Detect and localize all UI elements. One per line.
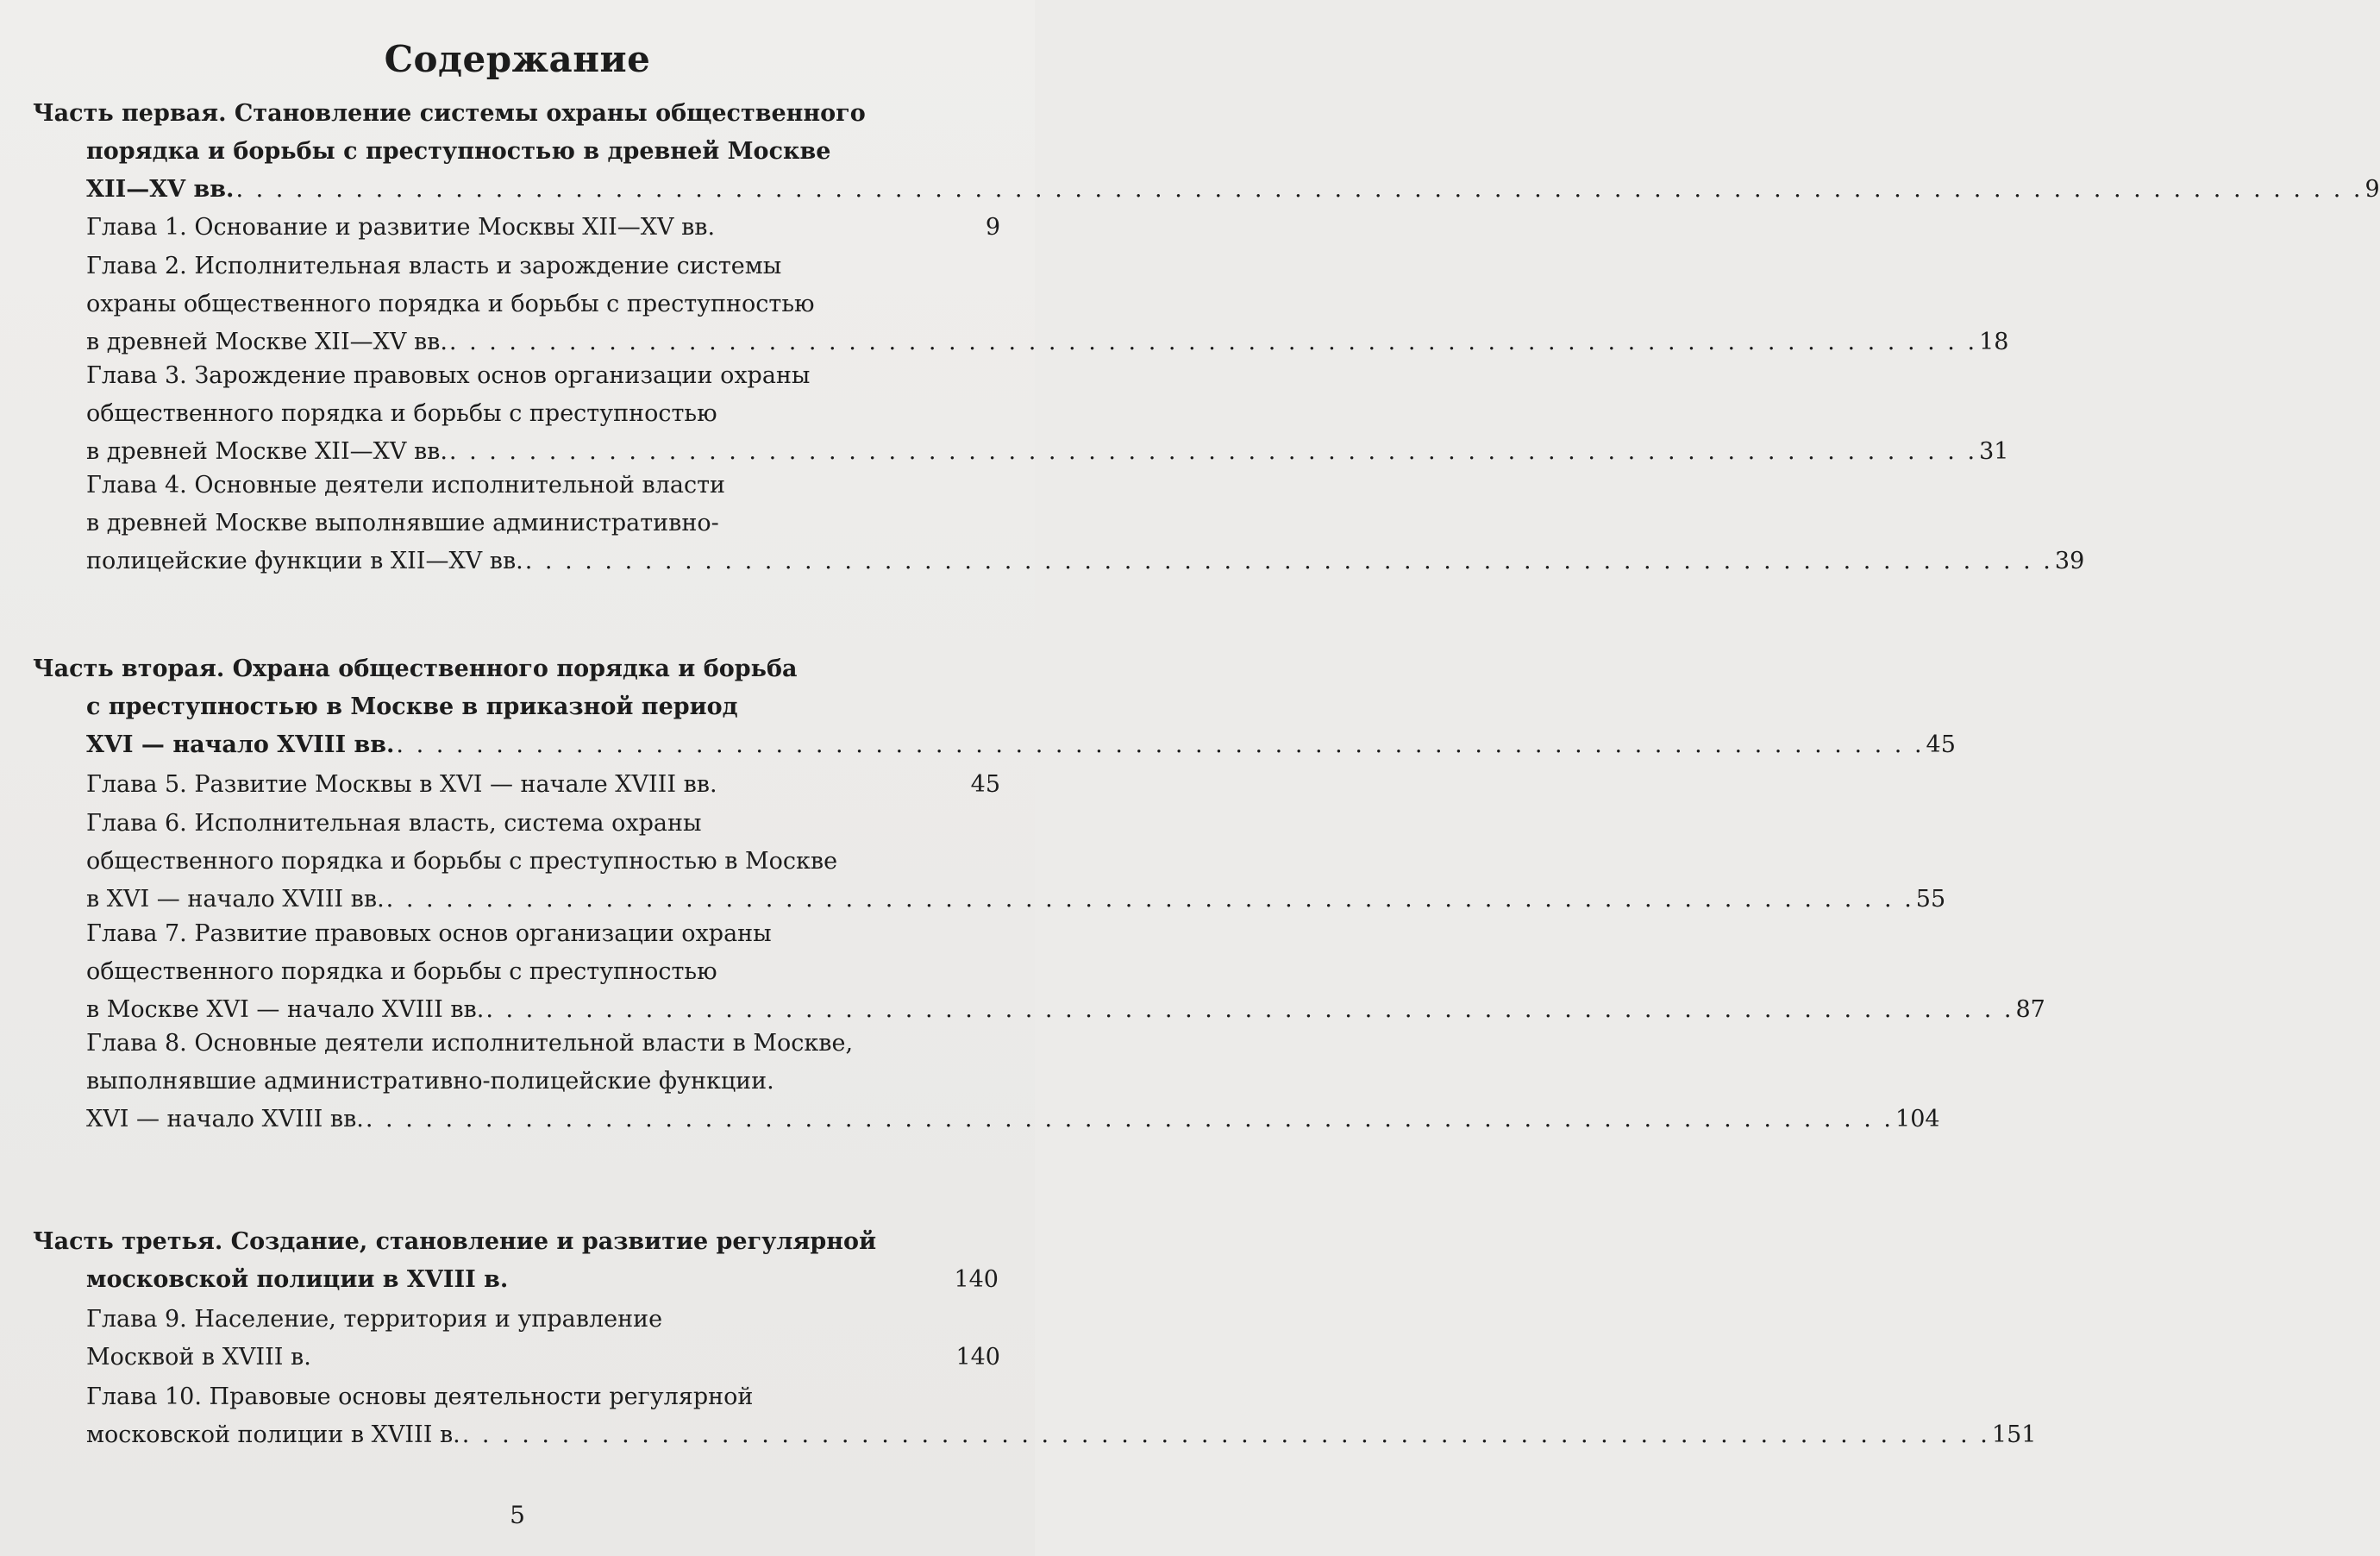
chapter-title-line: общественного порядка и борьбы с преступностью — [86, 958, 717, 985]
chapter-title-line: Глава 10. Правовые основы деятельности регулярной — [86, 1383, 754, 1410]
page-ref: 18 — [1979, 329, 2009, 355]
part-heading-line: XII—XV вв. — [86, 176, 235, 203]
chapter-2[interactable] — [86, 248, 2009, 361]
chapter-title-line: общественного порядка и борьбы с преступностью — [86, 400, 717, 427]
page-title: Содержание — [384, 38, 651, 80]
page-ref: 45 — [1926, 731, 1956, 758]
chapter-8[interactable] — [86, 1025, 1940, 1139]
chapter-last-line — [86, 433, 2008, 471]
chapter-last-line — [86, 209, 1000, 247]
chapter-title-line: полицейские функции в XII—XV вв. — [86, 548, 523, 574]
dot-leader: . . . . . . . . . . . . . . . . . . . . . . . . . . . . . . . . . . . . . . . . . . . . . . . . . . . . . . . . . . . . . . . . . . . . . . . . . . . . . — [385, 886, 1914, 913]
chapter-title-line: Глава 7. Развитие правовых основ организации охраны — [86, 920, 772, 947]
chapter-title-line: Глава 3. Зарождение правовых основ организации охраны — [86, 362, 811, 389]
chapter-title-line: Глава 6. Исполнительная власть, система охраны — [86, 810, 702, 837]
page-ref: 55 — [1915, 886, 1946, 913]
part-heading-line: XVI — начало XVIII вв. — [86, 731, 395, 758]
dot-leader: . . . . . . . . . . . . . . . . . . . . . . . . . . . . . . . . . . . . . . . . . . . . . . . . . . . . . . . . . . . . . . . . . . . . . . . . . . . . . — [365, 1106, 1895, 1132]
part-heading-last-line — [33, 726, 1956, 764]
chapter-last-line — [86, 991, 2045, 1029]
part-heading-line: Часть первая. Становление системы охраны общественного — [33, 100, 866, 127]
chapter-10[interactable] — [86, 1378, 2037, 1454]
chapter-title-line: в древней Москве XII—XV вв. — [86, 329, 448, 355]
part-2-heading — [33, 650, 1956, 764]
chapter-1[interactable] — [86, 209, 1000, 247]
page-number: 5 — [510, 1501, 525, 1529]
chapter-title-line: Глава 8. Основные деятели исполнительной власти в Москве, — [86, 1030, 854, 1057]
chapter-title-line: общественного порядка и борьбы с преступностью в Москве — [86, 848, 838, 875]
chapter-title-line: московской полиции в XVIII в. — [86, 1421, 460, 1448]
chapter-title-line: Москвой в XVIII в. — [86, 1344, 311, 1371]
chapter-title-line: Глава 5. Развитие Москвы в XVI — начале XVIII вв. — [86, 771, 717, 798]
dot-leader: . . . . . . . . . . . . . . . . . . . . . . . . . . . . . . . . . . . . . . . . . . . . . . . . . . . . . . . . . . . . . . . . . . . . . . . . . . . . . — [448, 438, 1978, 465]
chapter-title-line: в Москве XVI — начало XVIII вв. — [86, 996, 485, 1023]
page-ref: 39 — [2054, 548, 2085, 574]
part-heading-last-line — [33, 1261, 999, 1299]
dot-leader: . . . . . . . . . . . . . . . . . . . . . . . . . . . . . . . . . . . . . . . . . . . . . . . . . . . . . . . . . . . . . . . . . . . . . . . . . . . . . — [396, 731, 1925, 758]
chapter-last-line — [86, 1101, 1940, 1139]
part-heading-line: с преступностью в Москве в приказной период — [86, 693, 738, 720]
chapter-7[interactable] — [86, 915, 2045, 1029]
dot-leader: . . . . . . . . . . . . . . . . . . . . . . . . . . . . . . . . . . . . . . . . . . . . . . . . . . . . . . . . . . . . . . . . . . . . . . . . . . . . . — [461, 1421, 1990, 1448]
part-heading-line: московской полиции в XVIII в. — [86, 1266, 509, 1293]
chapter-title-line: в древней Москве выполнявшие административно- — [86, 510, 719, 536]
part-heading-line: порядка и борьбы с преступностью в древней Москве — [86, 138, 831, 165]
chapter-last-line — [86, 543, 2084, 580]
chapter-title-line: Глава 4. Основные деятели исполнительной власти — [86, 472, 725, 499]
page-ref: 140 — [955, 1344, 1000, 1371]
page-ref: 87 — [2015, 996, 2045, 1023]
chapter-last-line — [86, 881, 1945, 919]
page-ref: 140 — [954, 1266, 999, 1293]
part-3-heading — [33, 1223, 999, 1299]
chapter-title-line: Глава 9. Население, территория и управление — [86, 1306, 663, 1333]
dot-leader: . . . . . . . . . . . . . . . . . . . . . . . . . . . . . . . . . . . . . . . . . . . . . . . . . . . . . . . . . . . . . . . . . . . . . . . . . . . . . — [448, 329, 1978, 355]
chapter-9[interactable] — [86, 1301, 1000, 1377]
chapter-title-line: в древней Москве XII—XV вв. — [86, 438, 448, 465]
chapter-title-line: охраны общественного порядка и борьбы с преступностью — [86, 291, 815, 317]
dot-leader: . . . . . . . . . . . . . . . . . . . . . . . . . . . . . . . . . . . . . . . . . . . . . . . . . . . . . . . . . . . . . . . . . . . . . . . . . . . . . . . . . . . . . . . . . . . . . . . . . . . . . . . . . . . — [235, 176, 2364, 203]
page-ref: 104 — [1895, 1106, 1940, 1132]
part-heading-line: Часть вторая. Охрана общественного порядка и борьба — [33, 656, 798, 682]
part-1-heading — [33, 95, 2380, 209]
chapter-5[interactable] — [86, 766, 1000, 804]
part-heading-line: Часть третья. Создание, становление и развитие регулярной — [33, 1228, 877, 1255]
page-ref: 9 — [2364, 176, 2380, 203]
dot-leader: . . . . . . . . . . . . . . . . . . . . . . . . . . . . . . . . . . . . . . . . . . . . . . . . . . . . . . . . . . . . . . . . . . . . . . . . . . . . . — [485, 996, 2014, 1023]
dot-leader: . . . . . . . . . . . . . . . . . . . . . . . . . . . . . . . . . . . . . . . . . . . . . . . . . . . . . . . . . . . . . . . . . . . . . . . . . . . . . — [524, 548, 2053, 574]
chapter-last-line — [86, 1416, 2036, 1454]
chapter-last-line — [86, 1339, 1000, 1377]
chapter-3[interactable] — [86, 357, 2009, 471]
chapter-title-line: XVI — начало XVIII вв. — [86, 1106, 364, 1132]
page-ref: 31 — [1979, 438, 2009, 465]
part-heading-last-line — [33, 171, 2380, 209]
chapter-title-line: в XVI — начало XVIII вв. — [86, 886, 385, 913]
chapter-6[interactable] — [86, 805, 1946, 919]
chapter-last-line — [86, 323, 2008, 361]
chapter-last-line — [86, 766, 1000, 804]
chapter-title-line: Глава 1. Основание и развитие Москвы XII—XV вв. — [86, 214, 716, 241]
page-ref: 45 — [970, 771, 1000, 798]
chapter-title-line: выполнявшие административно-полицейские функции. — [86, 1068, 774, 1095]
chapter-4[interactable] — [86, 467, 2085, 580]
page-ref: 151 — [1991, 1421, 2037, 1448]
page-ref: 9 — [985, 214, 1000, 241]
chapter-title-line: Глава 2. Исполнительная власть и зарождение системы — [86, 253, 782, 279]
